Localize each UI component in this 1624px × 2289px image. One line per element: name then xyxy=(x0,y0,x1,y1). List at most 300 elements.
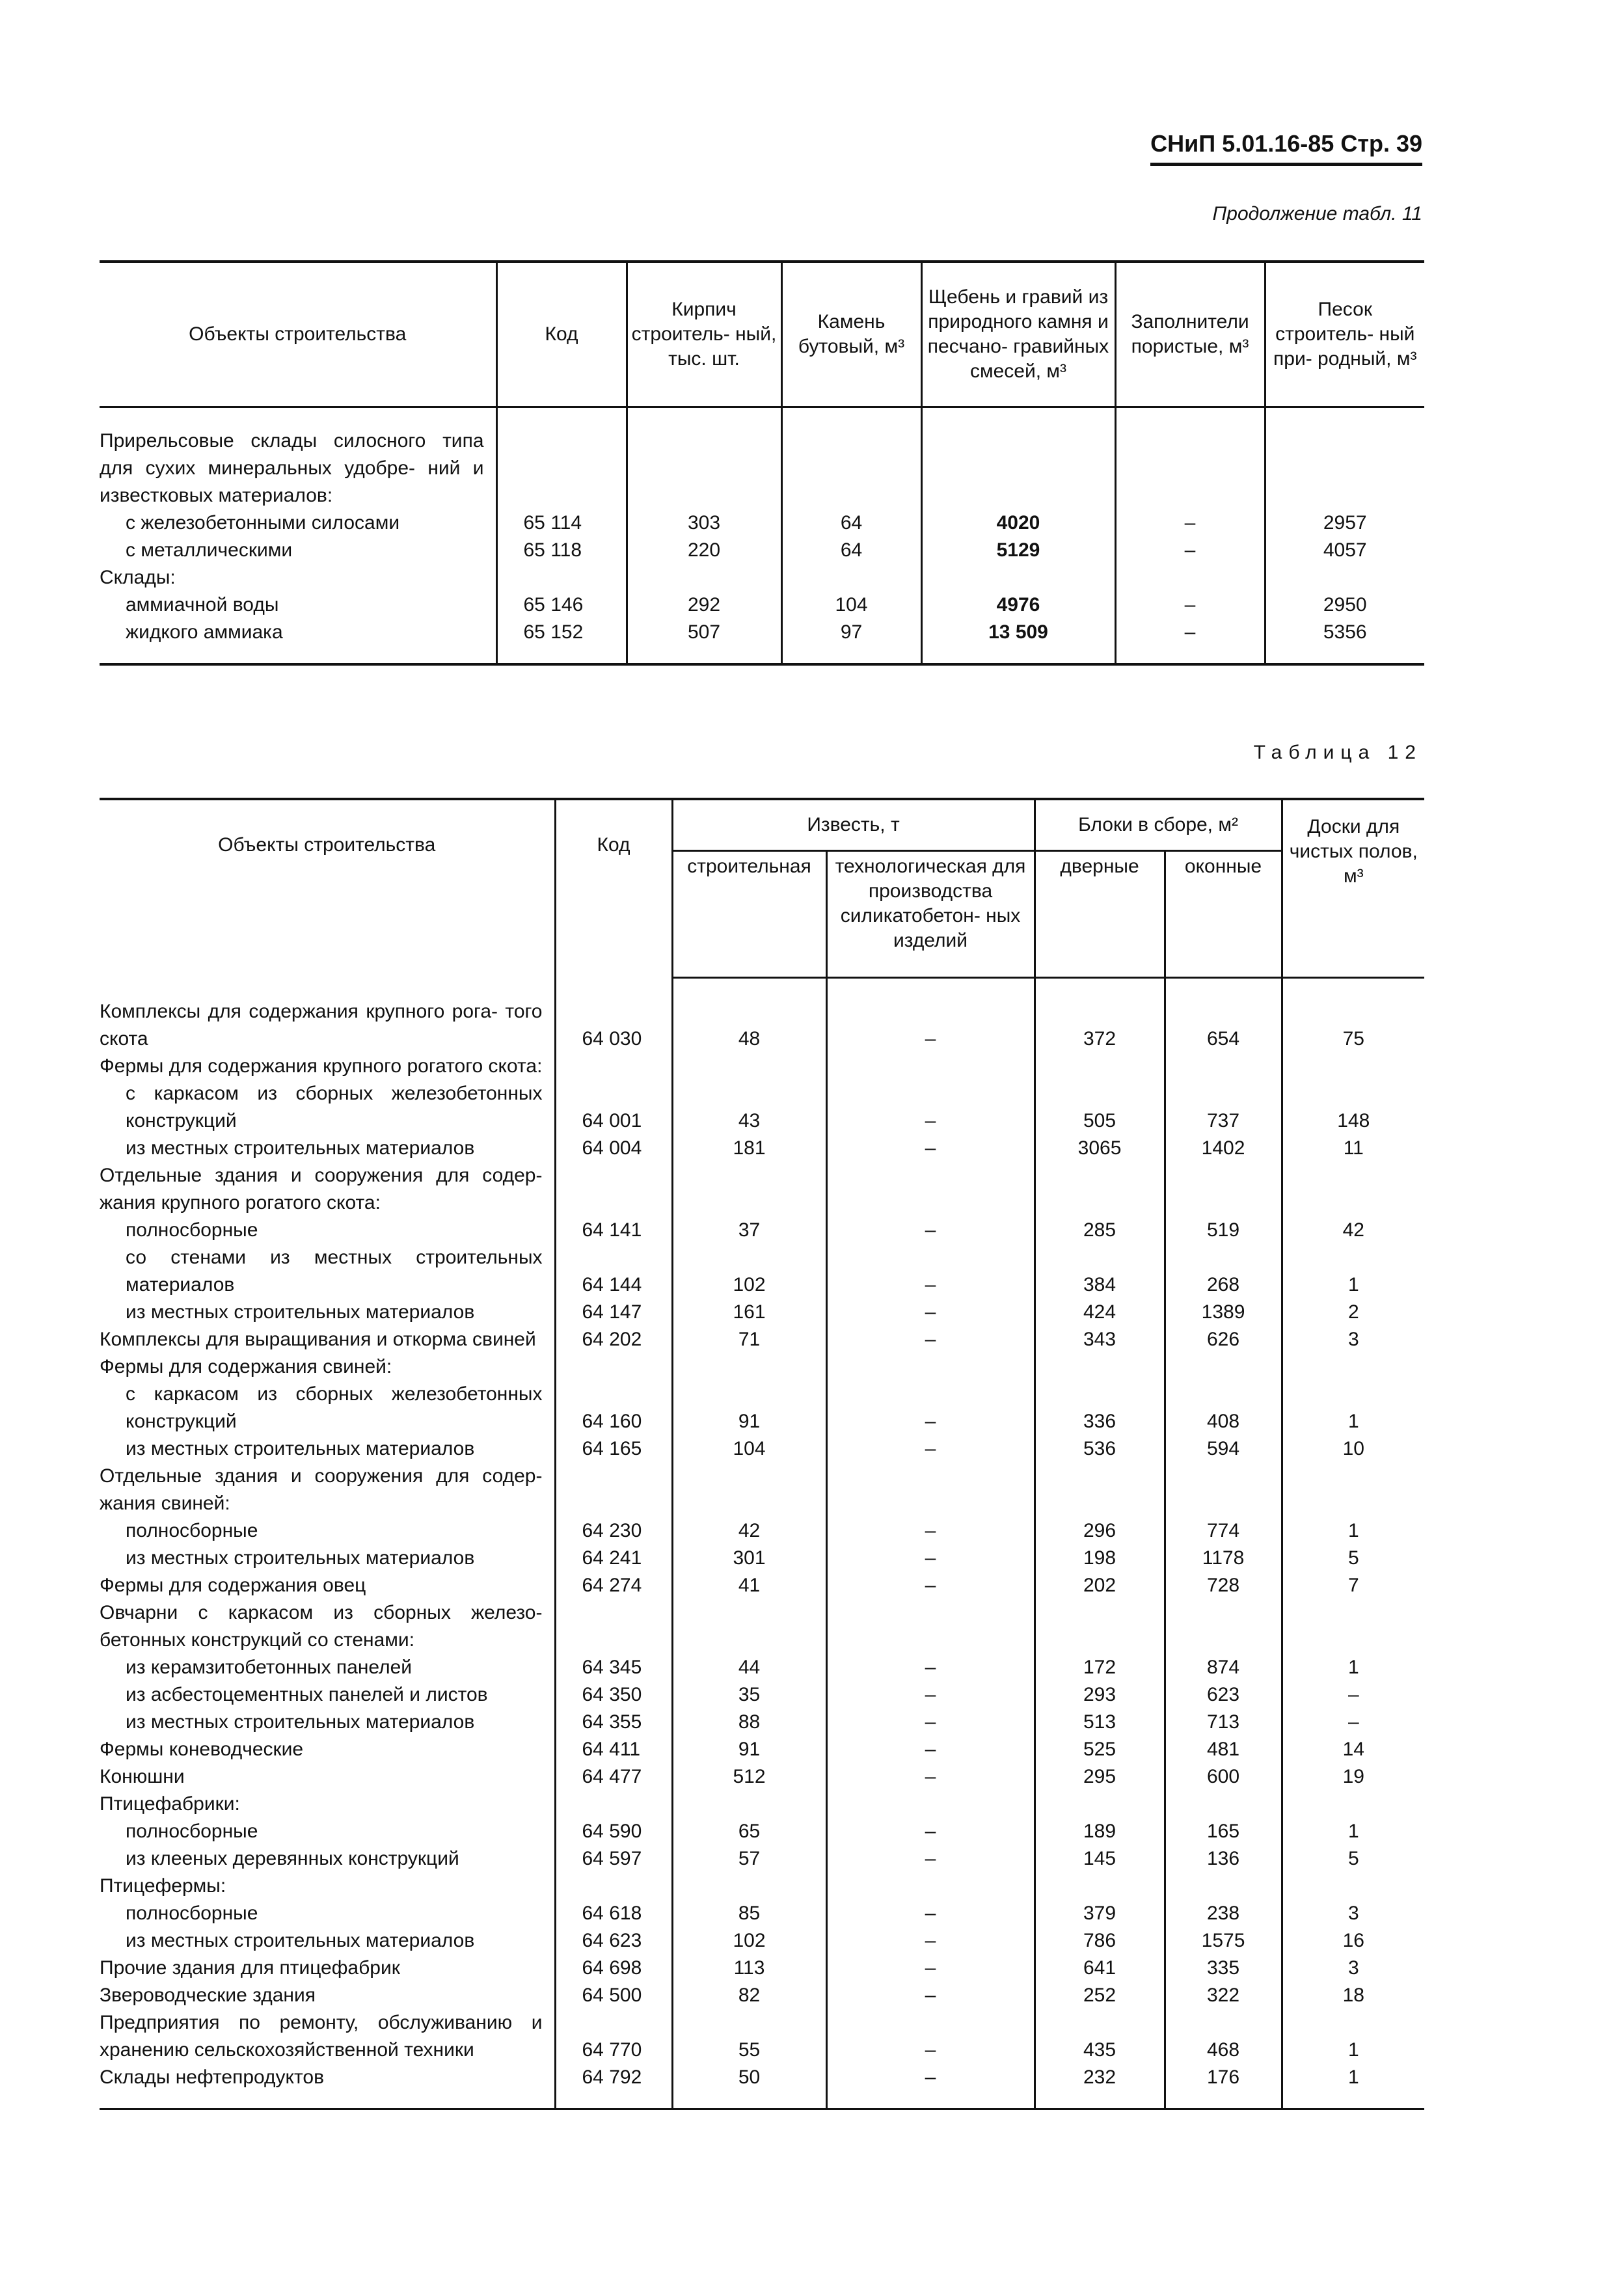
cell-text: 91 xyxy=(738,1739,761,1760)
row-value xyxy=(1265,427,1424,509)
cell-text: – xyxy=(1347,1684,1359,1705)
cell-text: 268 xyxy=(1206,1274,1240,1295)
cell-text: 713 xyxy=(1206,1711,1240,1733)
row-code xyxy=(555,1654,672,1681)
row-value xyxy=(1282,1736,1424,1763)
row-code xyxy=(555,1982,672,2009)
cell-text: 64 141 xyxy=(582,1219,642,1241)
row-name xyxy=(100,1955,555,1982)
row-value xyxy=(1282,1353,1424,1381)
row-value xyxy=(1165,1599,1282,1654)
row-code xyxy=(555,1791,672,1818)
row-label: Прирельсовые склады силосного типа для сухих минеральных удобре- ний и известковых материалов: xyxy=(100,430,484,506)
cell-text: 728 xyxy=(1206,1575,1240,1596)
row-label: Предприятия по ремонту, обслуживанию и хранению сельскохозяйственной техники xyxy=(100,2012,543,2061)
row-value xyxy=(1282,1053,1424,1080)
cell-text: 64 274 xyxy=(582,1575,642,1596)
cell-text: 113 xyxy=(733,1957,765,1979)
row-code xyxy=(555,1353,672,1381)
cell-text: – xyxy=(1184,594,1196,616)
table-row xyxy=(100,1463,1424,1517)
row-value xyxy=(1035,1244,1165,1299)
cell-text: 468 xyxy=(1206,2039,1240,2061)
row-value xyxy=(672,2009,826,2064)
cell-text: 232 xyxy=(1083,2066,1116,2088)
row-value xyxy=(1282,1791,1424,1818)
column-header-lime: Известь, т xyxy=(672,799,1035,851)
cell-text: 91 xyxy=(738,1411,761,1432)
table-row xyxy=(100,1053,1424,1080)
row-value xyxy=(1282,2064,1424,2091)
cell-text: 507 xyxy=(687,621,721,643)
row-name xyxy=(100,1927,555,1955)
row-value xyxy=(1165,1791,1282,1818)
row-label: из местных строительных материалов xyxy=(126,1301,475,1323)
row-value xyxy=(627,509,781,537)
cell-text: 75 xyxy=(1342,1028,1364,1050)
cell-text: 512 xyxy=(733,1766,766,1787)
row-label: Звероводческие здания xyxy=(100,1984,316,2006)
cell-text: 71 xyxy=(738,1329,761,1350)
row-name xyxy=(100,2009,555,2064)
row-name xyxy=(100,1791,555,1818)
table-row xyxy=(100,1873,1424,1900)
table-row xyxy=(100,537,1424,564)
row-value xyxy=(1165,1463,1282,1517)
cell-text: – xyxy=(1184,539,1196,561)
cell-text: 102 xyxy=(733,1274,766,1295)
cell-text: 293 xyxy=(1083,1684,1116,1705)
row-value xyxy=(1165,1818,1282,1845)
row-value xyxy=(1035,1763,1165,1791)
row-code xyxy=(555,1818,672,1845)
row-code xyxy=(555,1517,672,1545)
cell-text: 5 xyxy=(1347,1547,1359,1569)
cell-text: – xyxy=(1184,512,1196,534)
cell-text: 874 xyxy=(1206,1657,1240,1678)
row-value xyxy=(1282,1299,1424,1326)
cell-text: – xyxy=(925,1739,936,1760)
row-name xyxy=(100,1818,555,1845)
row-name xyxy=(100,1244,555,1299)
row-value xyxy=(1282,1982,1424,2009)
cell-text: 3 xyxy=(1347,1329,1359,1350)
cell-text: 104 xyxy=(733,1438,766,1459)
cell-text: 198 xyxy=(1083,1547,1116,1569)
row-value xyxy=(1282,1435,1424,1463)
table-row xyxy=(100,1763,1424,1791)
table-row xyxy=(100,1927,1424,1955)
cell-text: 513 xyxy=(1083,1711,1116,1733)
row-value xyxy=(1282,1900,1424,1927)
row-value xyxy=(1265,619,1424,646)
row-value xyxy=(921,619,1115,646)
cell-text: – xyxy=(1347,1711,1359,1733)
cell-text: – xyxy=(925,1984,936,2006)
row-name xyxy=(100,998,555,1053)
row-value xyxy=(826,1517,1035,1545)
row-value xyxy=(1115,591,1265,619)
cell-text: 2950 xyxy=(1323,594,1367,616)
row-value xyxy=(1035,1599,1165,1654)
cell-text: 64 xyxy=(840,539,863,561)
cell-text: 519 xyxy=(1206,1219,1240,1241)
cell-text: 165 xyxy=(1206,1821,1240,1842)
row-value xyxy=(1035,1736,1165,1763)
row-value xyxy=(1165,1053,1282,1080)
row-value xyxy=(672,1244,826,1299)
row-value xyxy=(826,1299,1035,1326)
row-name xyxy=(100,1572,555,1599)
cell-text: 65 146 xyxy=(523,594,584,616)
row-value xyxy=(1035,1709,1165,1736)
cell-text: 435 xyxy=(1083,2039,1116,2061)
cell-text: 295 xyxy=(1083,1766,1116,1787)
row-value xyxy=(826,1818,1035,1845)
column-header-crushed-stone: Щебень и гравий из природного камня и песчано- гравийных смесей, м³ xyxy=(921,262,1115,407)
cell-text: 13 509 xyxy=(988,621,1048,643)
row-label: Комплексы для выращивания и откорма свиней xyxy=(100,1329,536,1350)
table-row xyxy=(100,1736,1424,1763)
row-value xyxy=(826,1900,1035,1927)
table-row xyxy=(100,1900,1424,1927)
cell-text: 64 500 xyxy=(582,1984,642,2006)
table-row xyxy=(100,1681,1424,1709)
row-label: из местных строительных материалов xyxy=(126,1438,475,1459)
row-value xyxy=(1282,1955,1424,1982)
cell-text: 64 345 xyxy=(582,1657,642,1678)
row-code xyxy=(555,2009,672,2064)
cell-text: 64 241 xyxy=(582,1547,642,1569)
row-code xyxy=(555,1681,672,1709)
row-value xyxy=(826,1244,1035,1299)
row-value xyxy=(1282,1927,1424,1955)
row-value xyxy=(1265,537,1424,564)
row-value xyxy=(627,427,781,509)
cell-text: 505 xyxy=(1083,1110,1116,1131)
row-value xyxy=(826,2009,1035,2064)
cell-text: 4976 xyxy=(996,594,1040,616)
row-name xyxy=(100,427,496,509)
row-value xyxy=(672,1599,826,1654)
cell-text: 5356 xyxy=(1323,621,1367,643)
cell-text: – xyxy=(925,1684,936,1705)
table-row xyxy=(100,1517,1424,1545)
row-code xyxy=(496,619,627,646)
table-row xyxy=(100,591,1424,619)
table-row xyxy=(100,1244,1424,1299)
cell-text: – xyxy=(925,1957,936,1979)
cell-text: – xyxy=(925,1301,936,1323)
table-row xyxy=(100,509,1424,537)
row-code xyxy=(496,537,627,564)
cell-text: 292 xyxy=(687,594,721,616)
row-value xyxy=(672,1982,826,2009)
page-header: СНиП 5.01.16-85 Стр. 39 xyxy=(1150,130,1422,166)
row-value xyxy=(826,2064,1035,2091)
row-value xyxy=(672,1736,826,1763)
cell-text: 64 004 xyxy=(582,1137,642,1159)
cell-text: 1178 xyxy=(1202,1547,1245,1569)
table-row xyxy=(100,1599,1424,1654)
cell-text: 42 xyxy=(738,1520,761,1541)
cell-text: 64 355 xyxy=(582,1711,642,1733)
table-row xyxy=(100,1435,1424,1463)
column-header-brick: Кирпич строитель- ный, тыс. шт. xyxy=(627,262,781,407)
table-row xyxy=(100,1162,1424,1217)
row-name xyxy=(100,619,496,646)
cell-text: 641 xyxy=(1083,1957,1116,1979)
cell-text: 64 618 xyxy=(582,1903,642,1924)
cell-text: 303 xyxy=(687,512,721,534)
row-label: Овчарни с каркасом из сборных железо- бетонных конструкций со стенами: xyxy=(100,1602,543,1651)
cell-text: – xyxy=(925,1329,936,1350)
row-name xyxy=(100,1080,555,1135)
row-value xyxy=(672,1709,826,1736)
row-value xyxy=(1165,1955,1282,1982)
row-value xyxy=(1035,1845,1165,1873)
cell-text: 3 xyxy=(1347,1957,1359,1979)
column-header-lime-building: строительная xyxy=(672,851,826,978)
cell-text: 65 152 xyxy=(523,621,584,643)
row-label: полносборные xyxy=(126,1903,258,1924)
cell-text: 64 597 xyxy=(582,1848,642,1869)
cell-text: 285 xyxy=(1083,1219,1116,1241)
row-label: жидкого аммиака xyxy=(126,621,283,643)
row-value xyxy=(1282,1599,1424,1654)
cell-text: 1402 xyxy=(1201,1137,1245,1159)
row-name xyxy=(100,1381,555,1435)
cell-text: 102 xyxy=(733,1930,766,1951)
row-value xyxy=(826,1217,1035,1244)
row-code xyxy=(555,1381,672,1435)
row-value xyxy=(921,591,1115,619)
cell-text: 594 xyxy=(1206,1438,1240,1459)
row-name xyxy=(100,1545,555,1572)
row-value xyxy=(627,564,781,591)
row-name xyxy=(100,1681,555,1709)
cell-text: 64 xyxy=(840,512,863,534)
cell-text: 64 001 xyxy=(582,1110,642,1131)
row-value xyxy=(1282,1162,1424,1217)
row-value xyxy=(1165,1873,1282,1900)
row-value xyxy=(1165,1709,1282,1736)
row-value xyxy=(1282,1763,1424,1791)
row-value xyxy=(1282,1818,1424,1845)
row-value xyxy=(921,537,1115,564)
row-value xyxy=(826,1955,1035,1982)
cell-text: – xyxy=(925,1137,936,1159)
column-header-code: Код xyxy=(555,799,672,978)
row-value xyxy=(672,1681,826,1709)
cell-text: 148 xyxy=(1337,1110,1370,1131)
row-value xyxy=(1035,1217,1165,1244)
row-label: из местных строительных материалов xyxy=(126,1930,475,1951)
row-label: аммиачной воды xyxy=(126,594,279,616)
row-name xyxy=(100,1463,555,1517)
column-header-objects: Объекты строительства xyxy=(100,262,496,407)
cell-text: 181 xyxy=(733,1137,766,1159)
table-row xyxy=(100,1353,1424,1381)
row-value xyxy=(672,1162,826,1217)
row-value xyxy=(826,1654,1035,1681)
table-row xyxy=(100,998,1424,1053)
cell-text: 65 114 xyxy=(523,512,582,534)
cell-text: 481 xyxy=(1206,1739,1240,1760)
row-code xyxy=(555,1845,672,1873)
row-label: со стенами из местных строительных материалов xyxy=(126,1247,543,1295)
row-label: Отдельные здания и сооружения для содер- жания свиней: xyxy=(100,1465,543,1514)
row-label: из местных строительных материалов xyxy=(126,1711,475,1733)
row-code xyxy=(555,1927,672,1955)
cell-text: 16 xyxy=(1342,1930,1364,1951)
row-code xyxy=(555,1053,672,1080)
row-value xyxy=(672,1217,826,1244)
cell-text: 64 770 xyxy=(582,2039,642,2061)
row-label: из керамзитобетонных панелей xyxy=(126,1657,413,1678)
row-value xyxy=(826,1545,1035,1572)
cell-text: – xyxy=(925,1028,936,1050)
row-value xyxy=(1165,2009,1282,2064)
row-name xyxy=(100,591,496,619)
column-header-blocks-window: оконные xyxy=(1165,851,1282,978)
table-row xyxy=(100,2009,1424,2064)
row-value xyxy=(826,1763,1035,1791)
cell-text: – xyxy=(925,1438,936,1459)
table-row xyxy=(100,1080,1424,1135)
cell-text: 97 xyxy=(840,621,863,643)
row-name xyxy=(100,1900,555,1927)
cell-text: 64 030 xyxy=(582,1028,642,1050)
row-label: Фермы для содержания свиней: xyxy=(100,1356,392,1377)
cell-text: 64 160 xyxy=(582,1411,642,1432)
cell-text: 2957 xyxy=(1323,512,1367,534)
table-row xyxy=(100,619,1424,646)
row-label: Фермы для содержания овец xyxy=(100,1575,366,1596)
cell-text: – xyxy=(925,1766,936,1787)
cell-text: 64 230 xyxy=(582,1520,642,1541)
row-name xyxy=(100,1435,555,1463)
cell-text: 336 xyxy=(1083,1411,1116,1432)
row-value xyxy=(1165,1681,1282,1709)
row-value xyxy=(781,427,921,509)
table-row xyxy=(100,564,1424,591)
row-code xyxy=(496,591,627,619)
row-value xyxy=(1035,998,1165,1053)
cell-text: 44 xyxy=(738,1657,761,1678)
cell-text: 774 xyxy=(1206,1520,1240,1541)
row-value xyxy=(781,537,921,564)
row-value xyxy=(1035,1818,1165,1845)
cell-text: – xyxy=(925,2039,936,2061)
row-name xyxy=(100,1053,555,1080)
row-value xyxy=(1115,619,1265,646)
row-value xyxy=(1035,1053,1165,1080)
table-row xyxy=(100,1572,1424,1599)
row-value xyxy=(1282,1135,1424,1162)
row-value xyxy=(1165,1080,1282,1135)
table-row xyxy=(100,1709,1424,1736)
row-code xyxy=(555,1955,672,1982)
row-value xyxy=(1035,1927,1165,1955)
table-12 xyxy=(100,798,1424,2110)
row-value xyxy=(1282,1326,1424,1353)
row-value xyxy=(1035,1873,1165,1900)
row-code xyxy=(555,1435,672,1463)
row-value xyxy=(826,998,1035,1053)
row-code xyxy=(496,564,627,591)
row-value xyxy=(672,1299,826,1326)
table-12-caption: Таблица 12 xyxy=(1253,742,1422,763)
row-value xyxy=(672,1353,826,1381)
cell-text: 220 xyxy=(687,539,721,561)
row-value xyxy=(781,619,921,646)
row-code xyxy=(555,1545,672,1572)
cell-text: 64 350 xyxy=(582,1684,642,1705)
cell-text: 57 xyxy=(738,1848,761,1869)
cell-text: – xyxy=(925,1219,936,1241)
row-label: Склады нефтепродуктов xyxy=(100,2066,325,2088)
row-value xyxy=(1282,1080,1424,1135)
row-value xyxy=(627,537,781,564)
row-value xyxy=(1035,1572,1165,1599)
column-header-blocks: Блоки в сборе, м² xyxy=(1035,799,1282,851)
row-label: полносборные xyxy=(126,1219,258,1241)
row-label: Комплексы для содержания крупного рога- того скота xyxy=(100,1001,543,1050)
table-row xyxy=(100,1955,1424,1982)
row-value xyxy=(1165,1545,1282,1572)
cell-text: – xyxy=(925,1821,936,1842)
row-code xyxy=(555,1135,672,1162)
table-row xyxy=(100,427,1424,509)
row-value xyxy=(1165,1381,1282,1435)
row-code xyxy=(555,1900,672,1927)
row-code xyxy=(555,1217,672,1244)
cell-text: – xyxy=(925,1520,936,1541)
cell-text: 104 xyxy=(835,594,868,616)
cell-text: 5129 xyxy=(996,539,1040,561)
row-code xyxy=(555,1162,672,1217)
cell-text: 654 xyxy=(1206,1028,1240,1050)
cell-text: 322 xyxy=(1206,1984,1240,2006)
cell-text: 238 xyxy=(1206,1903,1240,1924)
row-label: Птицефермы: xyxy=(100,1875,226,1897)
cell-text: 65 xyxy=(738,1821,761,1842)
row-value xyxy=(1035,1162,1165,1217)
row-value xyxy=(1165,1299,1282,1326)
cell-text: 14 xyxy=(1342,1739,1364,1760)
cell-text: 1 xyxy=(1347,1411,1359,1432)
cell-text: 18 xyxy=(1342,1984,1364,2006)
cell-text: 343 xyxy=(1083,1329,1116,1350)
cell-text: 65 118 xyxy=(523,539,582,561)
row-value xyxy=(672,1654,826,1681)
cell-text: 372 xyxy=(1083,1028,1116,1050)
row-value xyxy=(1165,1763,1282,1791)
table-row xyxy=(100,1791,1424,1818)
row-value xyxy=(826,1709,1035,1736)
row-name xyxy=(100,1873,555,1900)
row-value xyxy=(1035,1545,1165,1572)
row-value xyxy=(1035,1435,1165,1463)
row-name xyxy=(100,1353,555,1381)
row-value xyxy=(1282,998,1424,1053)
row-label: Конюшни xyxy=(100,1766,185,1787)
row-value xyxy=(672,1053,826,1080)
row-label: с каркасом из сборных железобетонных конструкций xyxy=(126,1383,543,1432)
row-value xyxy=(826,1873,1035,1900)
column-header-sand: Песок строитель- ный при- родный, м³ xyxy=(1265,262,1424,407)
